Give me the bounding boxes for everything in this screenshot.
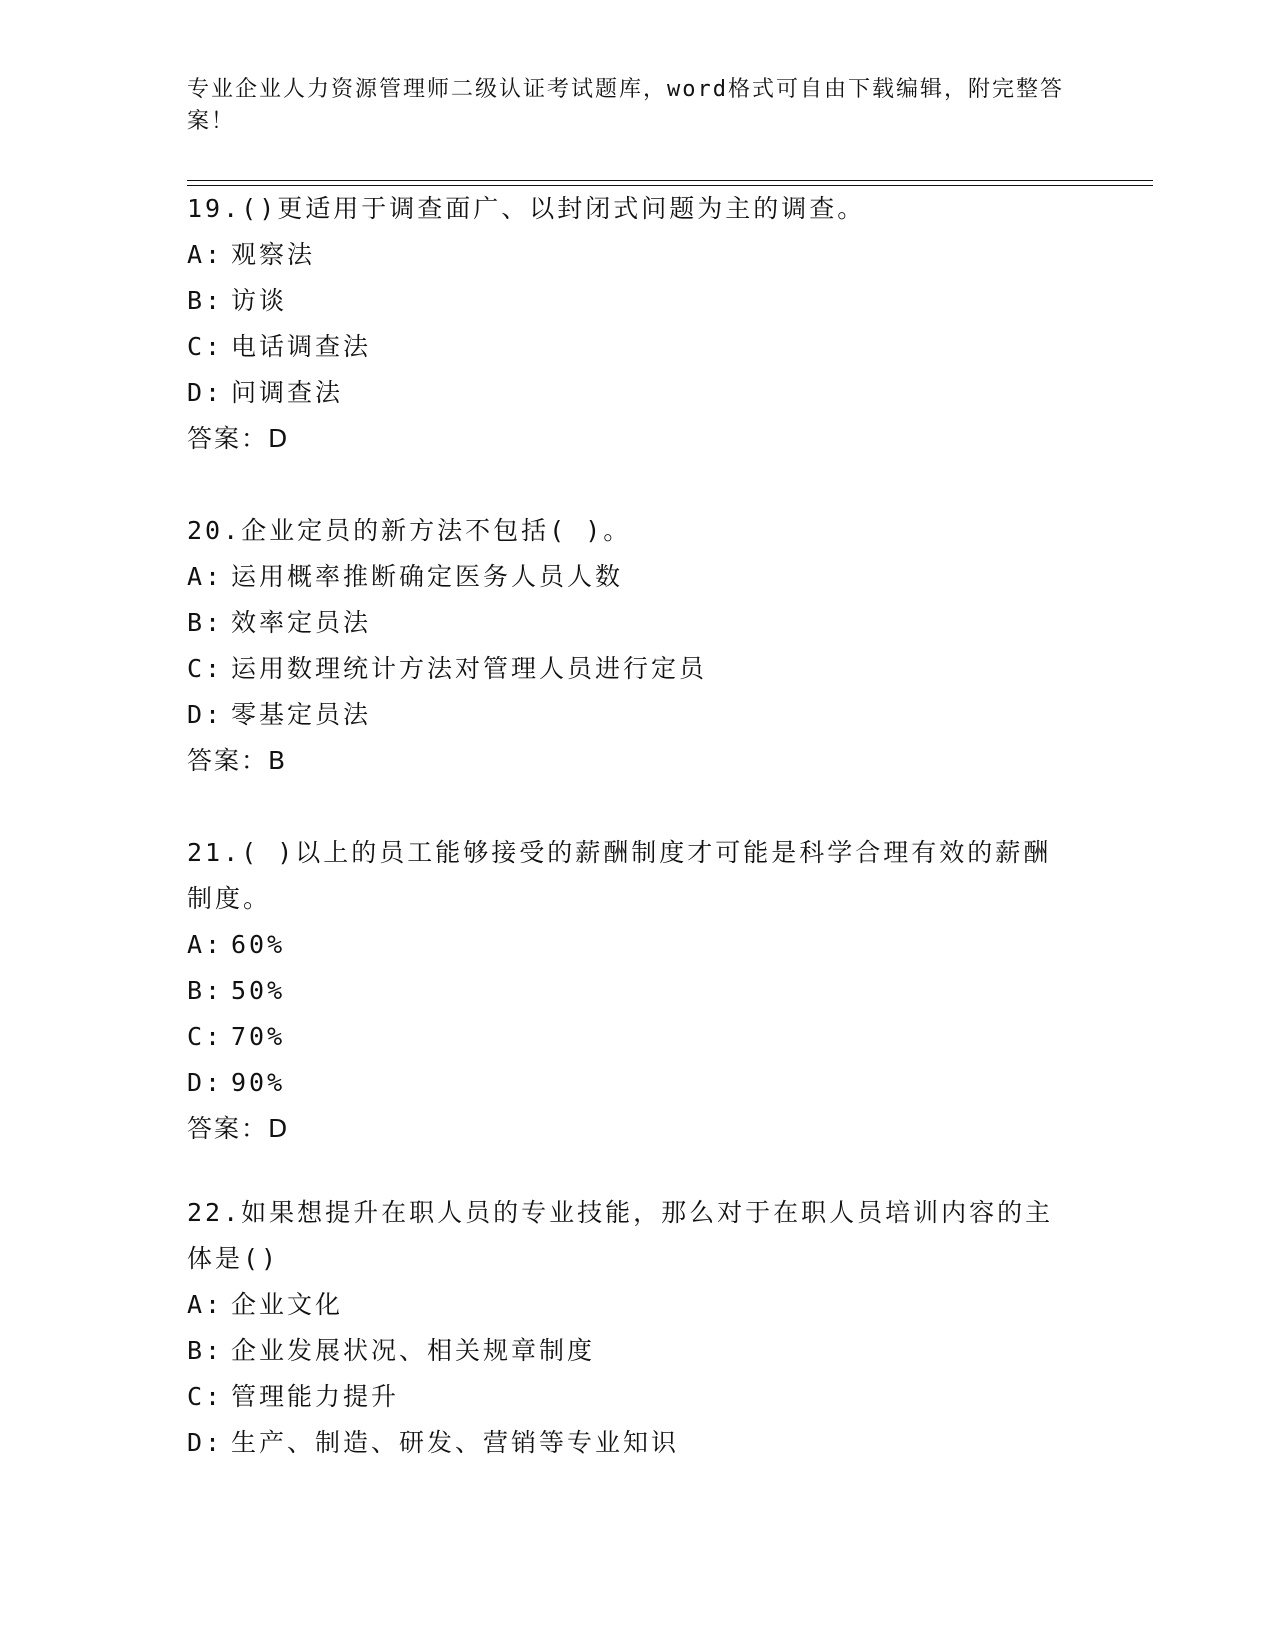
header-text: 专业企业人力资源管理师二级认证考试题库，word格式可自由下载编辑，附完整答案！	[187, 77, 1064, 134]
option-c	[187, 324, 1067, 370]
option-c	[187, 646, 1067, 692]
option-d	[187, 1060, 1067, 1106]
option-key: B:	[187, 608, 224, 637]
option-b	[187, 278, 1067, 324]
option-key: C:	[187, 654, 224, 683]
question-20	[187, 508, 1067, 784]
option-c	[187, 1374, 1067, 1420]
option-key: A:	[187, 240, 224, 269]
option-b	[187, 1328, 1067, 1374]
header-divider-top	[187, 180, 1153, 181]
option-b	[187, 600, 1067, 646]
option-text: 运用数理统计方法对管理人员进行定员	[231, 654, 708, 683]
question-19	[187, 186, 1067, 462]
question-stem: 19.()更适用于调查面广、以封闭式问题为主的调查。	[187, 194, 866, 223]
option-key: D:	[187, 378, 224, 407]
option-c	[187, 1014, 1067, 1060]
option-text: 50%	[231, 976, 286, 1005]
option-a	[187, 554, 1067, 600]
option-d	[187, 370, 1067, 416]
option-key: A:	[187, 930, 224, 959]
option-b	[187, 968, 1067, 1014]
question-22	[187, 1190, 1067, 1466]
question-stem: 21.( )以上的员工能够接受的薪酬制度才可能是科学合理有效的薪酬制度。	[187, 838, 1052, 913]
option-text: 70%	[231, 1022, 286, 1051]
option-key: A:	[187, 562, 224, 591]
option-key: D:	[187, 1428, 224, 1457]
option-key: D:	[187, 1068, 224, 1097]
question-21	[187, 830, 1067, 1152]
answer-line: 答案：D	[187, 424, 290, 453]
option-d	[187, 1420, 1067, 1466]
option-text: 问调查法	[231, 378, 344, 407]
option-text: 效率定员法	[231, 608, 372, 637]
option-key: C:	[187, 1022, 224, 1051]
option-a	[187, 1282, 1067, 1328]
answer-line: 答案：D	[187, 1114, 290, 1143]
option-text: 电话调查法	[231, 332, 372, 361]
answer-line: 答案：B	[187, 746, 288, 775]
option-text: 企业文化	[231, 1290, 344, 1319]
option-text: 企业发展状况、相关规章制度	[231, 1336, 596, 1365]
question-stem: 22.如果想提升在职人员的专业技能，那么对于在职人员培训内容的主体是()	[187, 1198, 1054, 1273]
option-text: 访谈	[231, 286, 288, 315]
option-key: C:	[187, 1382, 224, 1411]
option-text: 零基定员法	[231, 700, 372, 729]
option-text: 观察法	[231, 240, 316, 269]
option-key: B:	[187, 286, 224, 315]
option-d	[187, 692, 1067, 738]
option-text: 管理能力提升	[231, 1382, 400, 1411]
option-text: 90%	[231, 1068, 286, 1097]
option-key: D:	[187, 700, 224, 729]
option-key: C:	[187, 332, 224, 361]
option-key: A:	[187, 1290, 224, 1319]
option-text: 生产、制造、研发、营销等专业知识	[231, 1428, 680, 1457]
question-stem: 20.企业定员的新方法不包括( )。	[187, 516, 632, 545]
option-a	[187, 922, 1067, 968]
document-header	[187, 74, 1067, 138]
option-text: 60%	[231, 930, 286, 959]
option-text: 运用概率推断确定医务人员人数	[231, 562, 624, 591]
option-key: B:	[187, 1336, 224, 1365]
option-key: B:	[187, 976, 224, 1005]
option-a	[187, 232, 1067, 278]
